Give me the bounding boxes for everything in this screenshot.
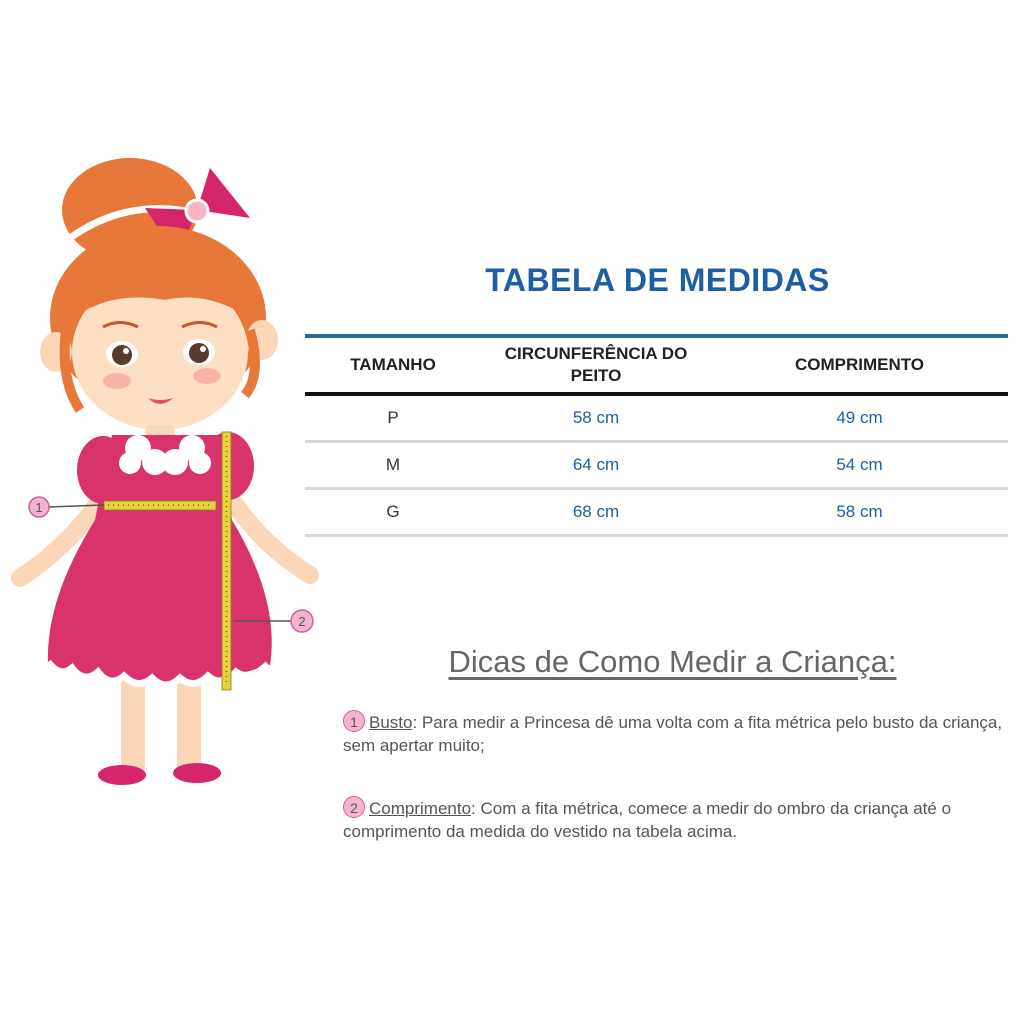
cell-size: M — [385, 455, 401, 474]
cell-length: 58 cm — [836, 502, 883, 521]
tip-label: Busto — [369, 713, 413, 732]
bust-tape — [104, 501, 216, 510]
girl-illustration — [0, 0, 330, 1024]
page-title: TABELA DE MEDIDAS — [485, 262, 830, 298]
tip-number-1-icon: 1 — [343, 710, 365, 732]
tip-text: : Para medir a Princesa dê uma volta com a fita métrica pelo busto da criança, sem apertar muito; — [343, 713, 1003, 755]
tip-bust — [343, 710, 1008, 757]
tip-label: Comprimento — [369, 799, 472, 818]
table-row — [305, 490, 1008, 537]
header-size: TAMANHO — [350, 355, 436, 374]
cell-size: G — [386, 502, 400, 521]
cell-size: P — [387, 408, 399, 427]
cell-length: 54 cm — [836, 455, 883, 474]
tip-length — [343, 796, 1008, 843]
cell-chest: 68 cm — [572, 502, 620, 521]
tips-title: Dicas de Como Medir a Criança: — [448, 644, 897, 679]
header-chest: CIRCUNFERÊNCIA DO PEITO — [504, 344, 688, 385]
header-length: COMPRIMENTO — [794, 355, 925, 374]
cell-chest: 58 cm — [572, 408, 620, 427]
tip-text: : Com a fita métrica, comece a medir do ombro da criança até o comprimento da medida do vestido na tabela acima. — [343, 799, 952, 841]
svg-text:1: 1 — [35, 500, 43, 515]
cell-chest: 64 cm — [572, 455, 620, 474]
marker-2-icon — [291, 610, 313, 632]
table-header — [305, 338, 1008, 392]
marker-1-icon — [29, 497, 49, 517]
table-row — [305, 396, 1008, 443]
table-row — [305, 443, 1008, 490]
length-tape — [222, 432, 231, 690]
cell-length: 49 cm — [836, 408, 883, 427]
svg-text:2: 2 — [298, 614, 306, 629]
tip-number-2-icon: 2 — [343, 796, 365, 818]
size-table — [305, 334, 1008, 537]
